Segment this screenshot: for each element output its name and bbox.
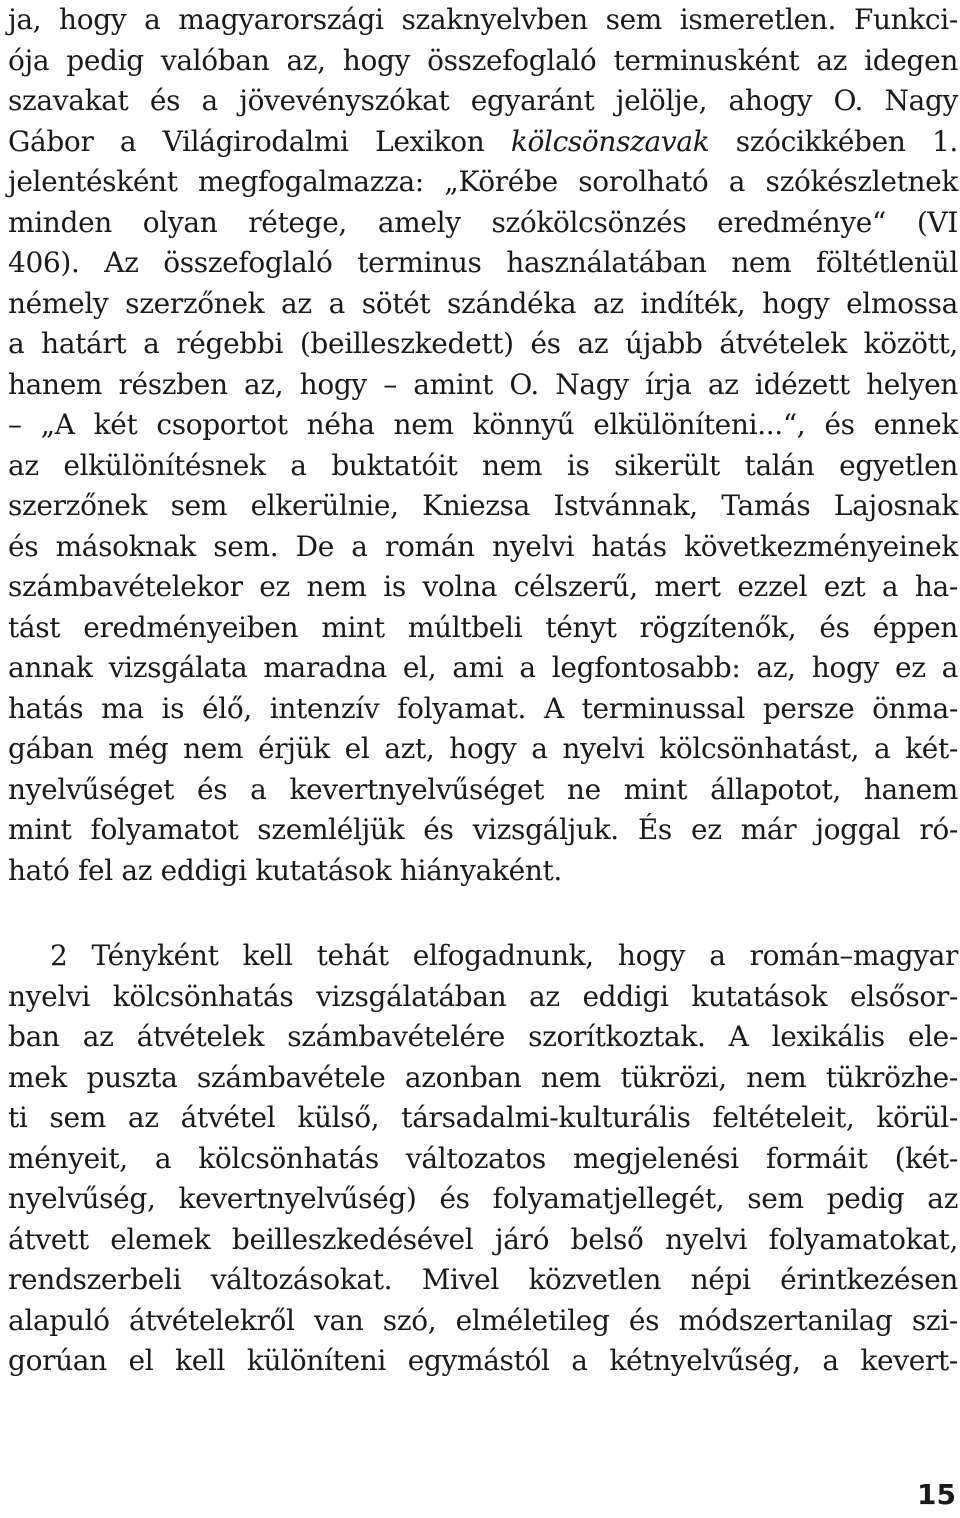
text-segment: szócikkében 1.	[709, 124, 958, 158]
text-line: gában még nem érjük el azt, hogy a nyelvi kölcsönhatást, a két-	[8, 732, 958, 765]
text-line: ja, hogy a magyarországi szaknyelvben sem ismeretlen. Funkci-	[8, 3, 958, 36]
text-line: rendszerbeli változásokat. Mivel közvetlen népi érintkezésen	[8, 1263, 958, 1296]
text-line: jelentésként megfogalmazza: „Körébe sorolható a szókészletnek	[8, 165, 958, 198]
text-line: az elkülönítésnek a buktatóit nem is sikerült talán egyetlen	[8, 448, 958, 482]
text-line: mek puszta számbavétele azonban nem tükrözi, nem tükrözhe-	[8, 1060, 958, 1094]
text-line-with-italic	[8, 122, 958, 163]
text-line: és másoknak sem. De a román nyelvi hatás következményeinek	[8, 529, 958, 563]
text-line: ója pedig valóban az, hogy összefoglaló terminusként az idegen	[8, 43, 958, 77]
paragraph-gap	[8, 891, 958, 936]
text-line: szavakat és a jövevényszókat egyaránt jelölje, ahogy O. Nagy	[8, 84, 958, 117]
page-number: 15	[917, 1478, 956, 1511]
text-line: minden olyan rétege, amely szókölcsönzés eredménye“ (VI	[8, 205, 958, 239]
text-line: mint folyamatot szemléljük és vizsgáljuk. És ez már joggal ró-	[8, 813, 958, 846]
text-line: némely szerzőnek az a sötét szándéka az indíték, hogy elmossa	[8, 286, 958, 320]
text-line: 2 Tényként kell tehát elfogadnunk, hogy a román–magyar	[50, 939, 958, 972]
text-line: gorúan el kell különíteni egymástól a kétnyelvűség, a kevert-	[8, 1344, 958, 1377]
text-line: nyelvi kölcsönhatás vizsgálatában az eddigi kutatások elsősor-	[8, 979, 958, 1013]
text-line: tást eredményeiben mint múltbeli tényt rögzítenők, és éppen	[8, 610, 958, 644]
text-line: alapuló átvételekről van szó, elméletileg és módszertanilag szi-	[8, 1303, 958, 1337]
text-line: a határt a régebbi (beilleszkedett) és az újabb átvételek között,	[8, 327, 958, 360]
document-page	[8, 0, 958, 1382]
text-segment: Gábor a Világirodalmi Lexikon	[8, 124, 485, 158]
text-line: ban az átvételek számbavételére szorítkoztak. A lexikális ele-	[8, 1020, 958, 1053]
text-line: ményeit, a kölcsönhatás változatos megjelenési formáit (két-	[8, 1141, 958, 1175]
italic-term: kölcsönszavak	[510, 124, 710, 158]
text-line: hanem részben az, hogy – amint O. Nagy írja az idézett helyen	[8, 367, 958, 401]
text-line: szerzőnek sem elkerülnie, Kniezsa Istvánnak, Tamás Lajosnak	[8, 489, 958, 522]
text-line: ható fel az eddigi kutatások hiányaként.	[8, 853, 562, 887]
text-line: annak vizsgálata maradna el, ami a legfontosabb: az, hogy ez a	[8, 651, 958, 684]
text-line: számbavételekor ez nem is volna célszerű, mert ezzel ezt a ha-	[8, 570, 958, 603]
text-line: 406). Az összefoglaló terminus használatában nem föltétlenül	[8, 246, 958, 279]
text-line: nyelvűség, kevertnyelvűség) és folyamatjellegét, sem pedig az	[8, 1182, 958, 1215]
paragraph-1	[8, 0, 958, 891]
paragraph-2	[8, 936, 958, 1382]
text-line: hatás ma is élő, intenzív folyamat. A terminussal persze önma-	[8, 691, 958, 725]
text-line: – „A két csoportot néha nem könnyű elkülöníteni...“, és ennek	[8, 408, 958, 441]
text-line: nyelvűséget és a kevertnyelvűséget ne mint állapotot, hanem	[8, 772, 958, 806]
text-line: átvett elemek beilleszkedésével járó belső nyelvi folyamatokat,	[8, 1222, 958, 1256]
text-line: ti sem az átvétel külső, társadalmi-kulturális feltételeit, körül-	[8, 1101, 958, 1134]
